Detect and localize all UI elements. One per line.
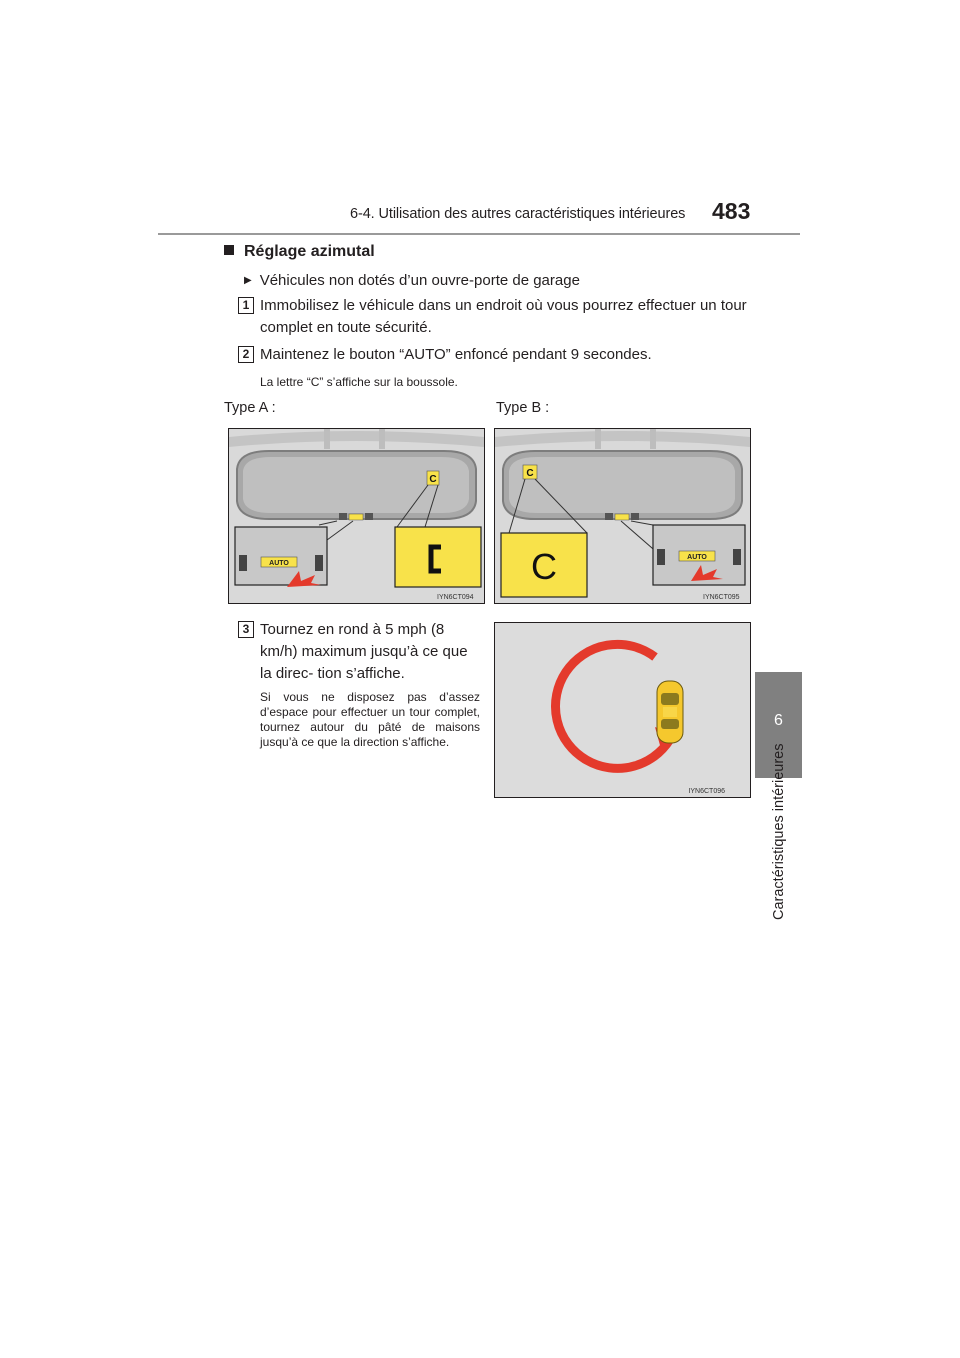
figure-turning-circle [494,622,751,798]
triangle-bullet-icon: ▶ [244,275,252,286]
compass-small-letter-b: C [526,468,534,479]
section-heading-text: Réglage azimutal [244,243,375,260]
step-3-text: Tournez en rond à 5 mph (8 km/h) maximum jusqu’à ce que la direc- tion s’affiche. [260,621,468,682]
auto-button-label-a: AUTO [269,560,289,567]
chapter-label: Caractéristiques intérieures [771,743,787,920]
step-number-2: 2 [238,346,254,363]
figure-b-code: IYN6CT095 [703,594,740,601]
page-number: 483 [712,198,751,224]
compass-small-letter: C [429,474,437,485]
condition-bullet [244,272,580,289]
figure-a-code: IYN6CT094 [437,594,474,601]
auto-button-label-b: AUTO [687,554,707,561]
type-b-label: Type B : [496,400,550,416]
square-bullet-icon [224,245,234,255]
step-3-note: Si vous ne disposez pas d’assez d’espace pour effectuer un tour complet, tournez autour du pâté de maisons jusqu’à ce que la direction s’affiche. [260,690,480,749]
running-header: 6-4. Utilisation des autres caractéristiques intérieures [350,206,686,222]
section-heading [224,243,375,261]
header-rule [158,233,800,235]
step-1-text: Immobilisez le véhicule dans un endroit où vous pourrez effectuer un tour complet en toute sécurité. [260,297,747,336]
step-number-3: 3 [238,621,254,638]
step-2-note: La lettre “C” s’affiche sur la boussole. [260,375,458,389]
condition-bullet-text: Véhicules non dotés d’un ouvre-porte de garage [259,272,580,289]
chapter-number: 6 [774,712,783,729]
figure-type-b [494,428,751,604]
compass-large-letter: C [531,546,557,587]
step-2-text: Maintenez le bouton “AUTO” enfoncé pendant 9 secondes. [260,346,652,363]
step-number-1: 1 [238,297,254,314]
figure-type-a [228,428,485,604]
figure-c-code: IYN6CT096 [688,788,725,795]
type-a-label: Type A : [224,400,276,416]
